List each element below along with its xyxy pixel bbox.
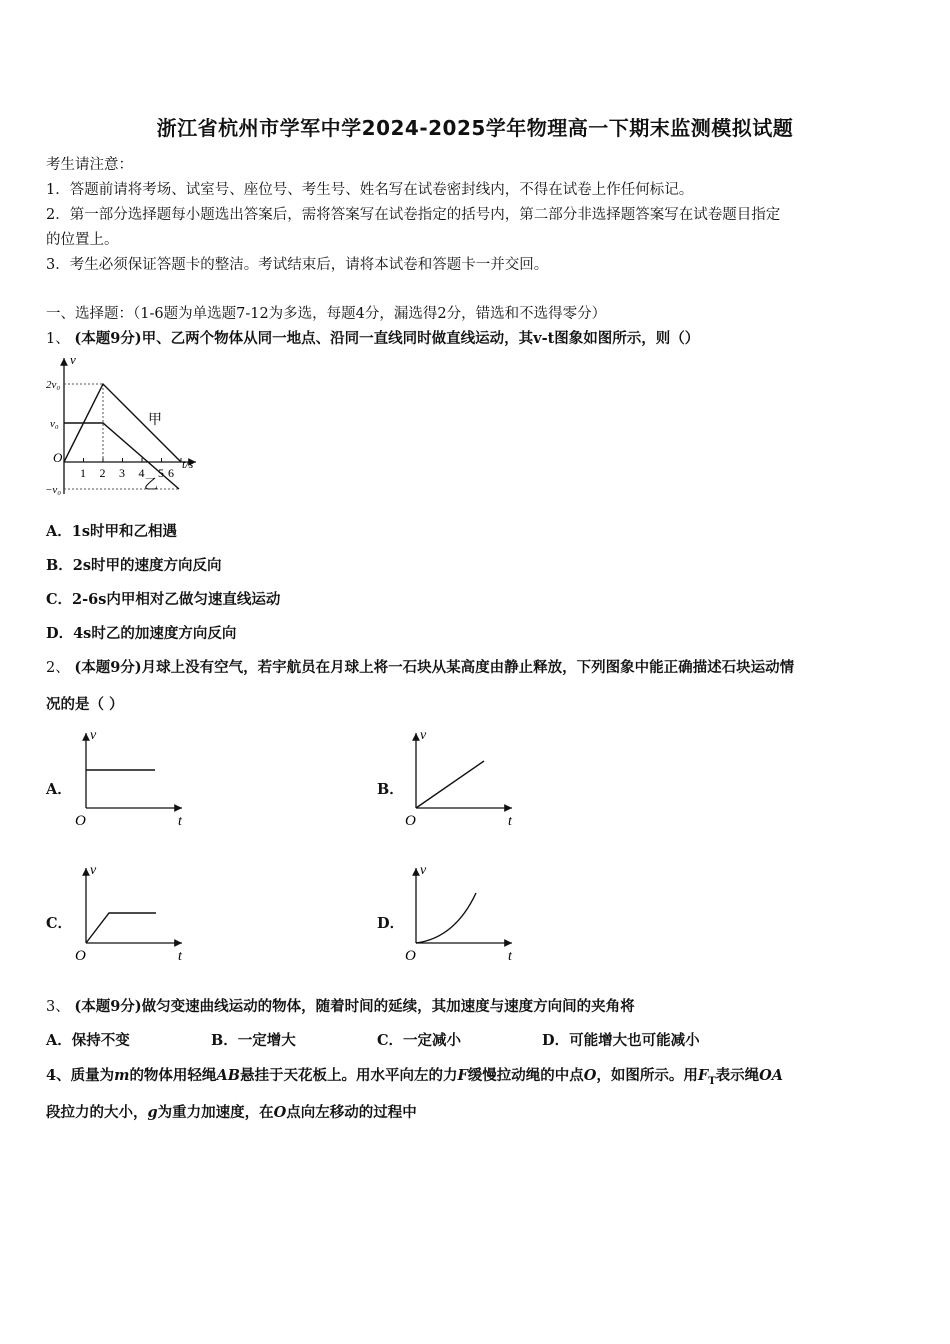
q4-line1-seg: 悬挂于天花板上。用水平向左的力 <box>239 1067 458 1084</box>
q2-b-curve <box>416 761 484 808</box>
q1-number: 1、 <box>46 331 70 347</box>
q2-graph-d <box>400 860 525 965</box>
q4-line1-seg: F <box>697 1067 709 1084</box>
notice-item-1: 1．答题前请将考场、试室号、座位号、考生号、姓名写在试卷密封线内，不得在试卷上作任何标记。 <box>46 182 694 198</box>
q1-label-yi: 乙 <box>144 478 158 493</box>
q1-option-a[interactable] <box>46 520 177 541</box>
q2-option-b-label[interactable]: B． <box>377 781 404 798</box>
q3-option-c-letter: C． <box>377 1032 404 1049</box>
q2-c-curve <box>86 913 156 943</box>
q1-xtick-4: 4 <box>138 466 145 480</box>
notice-item-3: 3．考生必须保证答题卡的整洁。考试结束后，请将本试卷和答题卡一并交回。 <box>46 257 549 273</box>
q2-d-origin: O <box>405 948 416 964</box>
q1-ytick-v0: v₀ <box>50 418 59 430</box>
q2-stem-line2: 况的是（ ） <box>46 696 124 713</box>
q3-option-d[interactable] <box>542 1029 700 1050</box>
q1-option-b-letter: B． <box>46 557 73 574</box>
q1-points: (本题9分) <box>74 330 142 347</box>
q2-graph-b <box>400 725 525 830</box>
q2-a-origin: O <box>75 813 86 829</box>
q3-option-c-text: 一定减小 <box>403 1032 462 1049</box>
q1-origin: O <box>53 450 63 465</box>
q2-d-ylabel: v <box>420 863 427 878</box>
q4-line2-seg: 点向左移动的过程中 <box>286 1104 417 1121</box>
q2-graph-a <box>70 725 195 830</box>
q3-option-c[interactable] <box>377 1029 461 1050</box>
q1-stem: 甲、乙两个物体从同一地点、沿同一直线同时做直线运动，其v-t图象如图所示，则（） <box>141 330 700 347</box>
q2-d-xlabel: t <box>508 949 512 964</box>
q1-option-b-text: 2s时甲的速度方向反向 <box>72 557 222 574</box>
q2-number: 2、 <box>46 660 70 676</box>
q2-b-ylabel: v <box>420 728 427 743</box>
q4-number: 4、 <box>46 1067 71 1084</box>
q3-number: 3、 <box>46 999 70 1015</box>
q3-option-a[interactable] <box>46 1029 130 1050</box>
q2-c-xlabel: t <box>178 949 182 964</box>
q3-points: (本题9分) <box>74 998 142 1015</box>
q3-option-a-text: 保持不变 <box>71 1032 130 1049</box>
q2-a-ylabel: v <box>90 728 97 743</box>
section-heading: 一、选择题：（1-6题为单选题7-12为多选，每题4分，漏选得2分，错选和不选得零分） <box>46 306 607 322</box>
q2-c-ylabel: v <box>90 863 97 878</box>
q3-option-b-letter: B． <box>211 1032 238 1049</box>
q2-b-xlabel: t <box>508 814 512 829</box>
q3-option-d-letter: D． <box>542 1032 570 1049</box>
q2-stem-line1 <box>46 656 794 677</box>
page-title: 浙江省杭州市学军中学2024-2025学年物理高一下期末监测模拟试题 <box>156 116 794 140</box>
notice-item-2: 2．第一部分选择题每小题选出答案后，需将答案写在试卷指定的括号内，第二部分非选择题答案写在试卷题目指定 <box>46 207 781 223</box>
q1-option-d-letter: D． <box>46 625 74 642</box>
notice-heading: 考生请注意： <box>46 157 133 173</box>
q2-graph-c <box>70 860 195 965</box>
q1-option-a-text: 1s时甲和乙相遇 <box>71 523 178 540</box>
q1-vt-graph <box>44 352 214 502</box>
q1-xtick-5: 5 <box>158 466 164 480</box>
q4-line1-seg: AB <box>216 1067 240 1084</box>
q4-line1-seg: 缓慢拉动绳的中点 <box>467 1067 584 1084</box>
q2-option-a-label[interactable]: A． <box>46 781 72 798</box>
q1-option-c-text: 2-6s内甲相对乙做匀速直线运动 <box>72 591 281 608</box>
q2-c-origin: O <box>75 948 86 964</box>
notice-item-2-cont: 的位置上。 <box>46 232 119 248</box>
q4-line1-seg: O <box>583 1067 597 1084</box>
q1-xtick-1: 1 <box>80 466 86 480</box>
q1-xtick-6: 6 <box>168 466 174 480</box>
q4-line1-seg: ，如图所示。用 <box>596 1067 698 1084</box>
q2-stem-1: 月球上没有空气，若宇航员在月球上将一石块从某高度由静止释放，下列图象中能正确描述石块运动情 <box>141 659 795 676</box>
q1-xtick-2: 2 <box>99 466 106 480</box>
q1-option-a-letter: A． <box>46 523 72 540</box>
q4-line1-seg: OA <box>759 1067 784 1084</box>
q4-stem-1 <box>70 1067 784 1087</box>
q4-line1-seg: T <box>708 1075 716 1087</box>
q1-option-c-letter: C． <box>46 591 73 608</box>
q4-line2-seg: 段拉力的大小， <box>46 1104 148 1121</box>
q1-ylabel: v <box>70 352 76 367</box>
q4-line2-seg: O <box>273 1104 287 1121</box>
q4-stem-line2 <box>46 1101 417 1122</box>
q1-xtick-3: 3 <box>119 466 125 480</box>
q4-line2-seg: 为重力加速度，在 <box>157 1104 274 1121</box>
q4-line2-seg: g <box>147 1104 158 1121</box>
q4-line1-seg: 表示绳 <box>715 1067 760 1084</box>
q2-d-curve <box>416 893 476 943</box>
q4-line1-seg: 质量为 <box>70 1067 115 1084</box>
q3-option-d-text: 可能增大也可能减小 <box>569 1032 700 1049</box>
q1-option-b[interactable] <box>46 554 222 575</box>
q4-line1-seg: F <box>457 1067 468 1084</box>
q1-option-c[interactable] <box>46 588 280 609</box>
q4-line1-seg: 的物体用轻绳 <box>129 1067 217 1084</box>
q4-stem-line1 <box>46 1064 783 1087</box>
q2-option-d-label[interactable]: D． <box>377 915 405 932</box>
q3-option-b-text: 一定增大 <box>237 1032 296 1049</box>
q1-ytick-2v0: 2v₀ <box>46 379 61 391</box>
q1-label-jia: 甲 <box>148 413 162 428</box>
q3-stem-line <box>46 995 635 1016</box>
q1-option-d-text: 4s时乙的加速度方向反向 <box>73 625 237 642</box>
q2-b-origin: O <box>405 813 416 829</box>
q3-option-a-letter: A． <box>46 1032 72 1049</box>
q2-option-c-label[interactable]: C． <box>46 915 73 932</box>
q1-option-d[interactable] <box>46 622 236 643</box>
q1-stem-line <box>46 327 699 348</box>
q1-ytick-neg-v0: −v₀ <box>45 484 62 496</box>
q1-xlabel: t/s <box>182 457 194 471</box>
q2-points: (本题9分) <box>74 659 142 676</box>
q4-line1-seg: m <box>114 1067 130 1084</box>
q2-a-xlabel: t <box>178 814 182 829</box>
q3-stem: 做匀变速曲线运动的物体，随着时间的延续，其加速度与速度方向间的夹角将 <box>141 998 635 1015</box>
q3-option-b[interactable] <box>211 1029 296 1050</box>
